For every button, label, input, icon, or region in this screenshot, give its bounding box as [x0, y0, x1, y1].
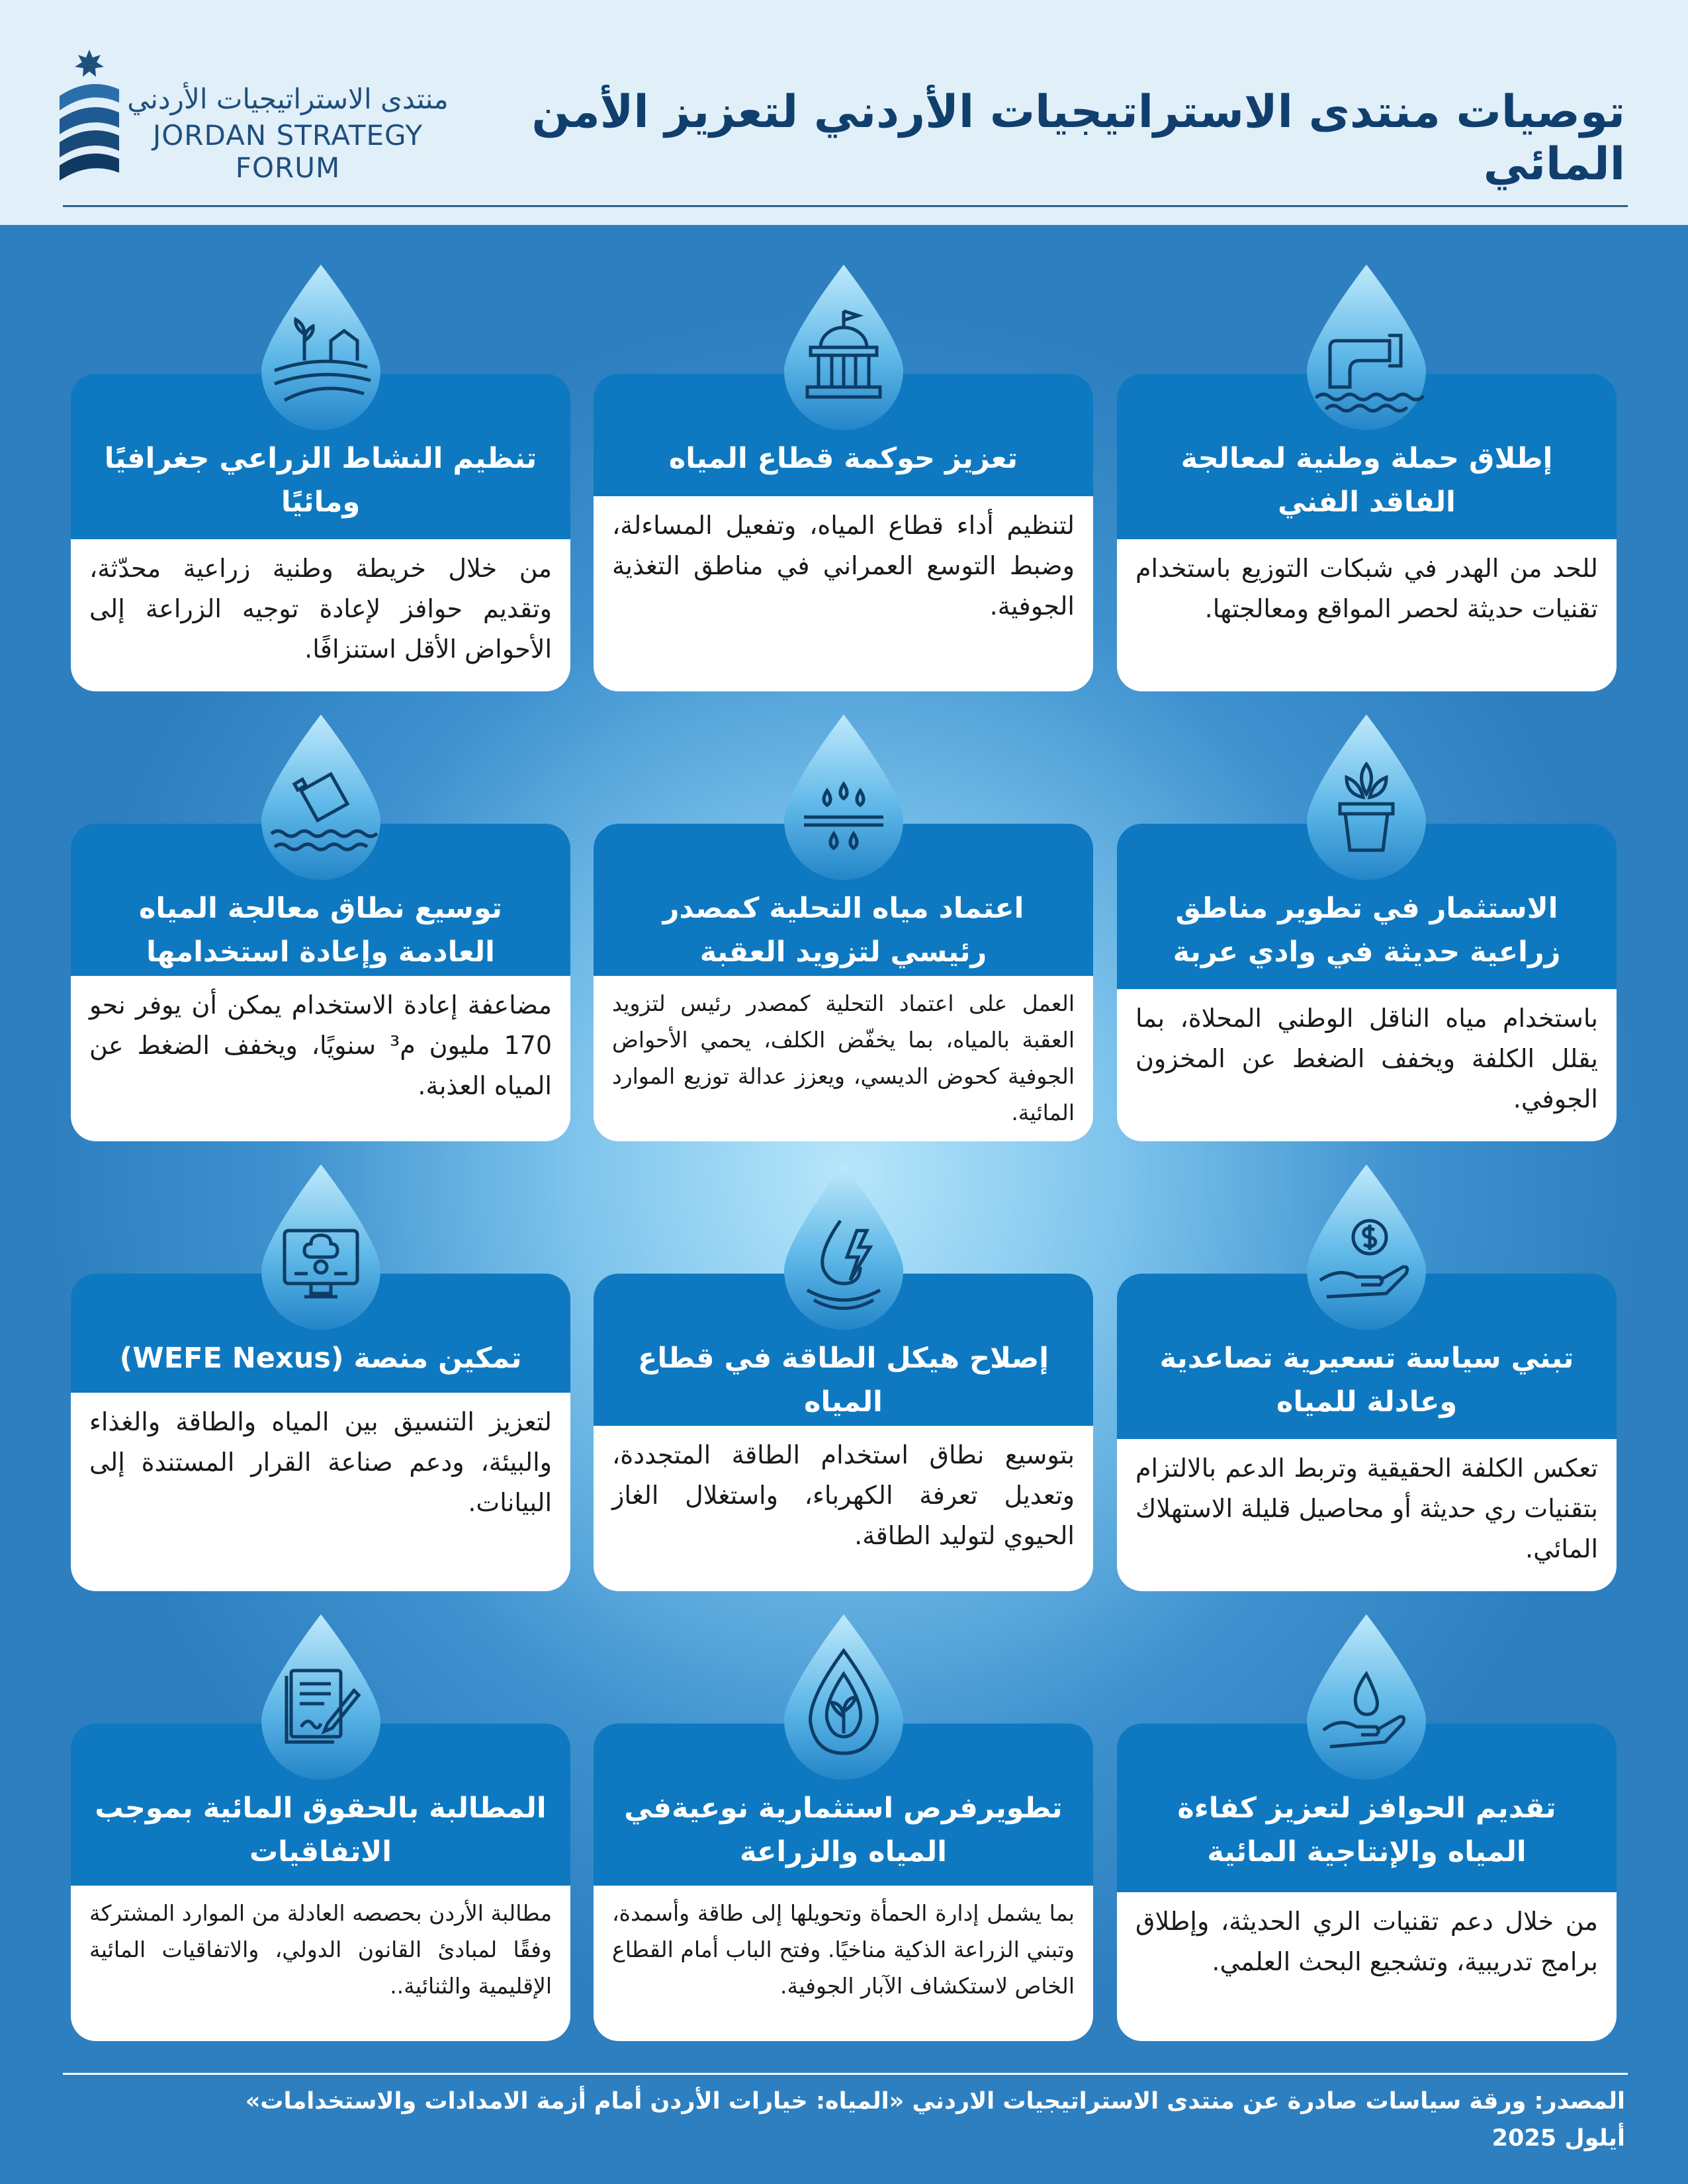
card-text: من خلال خريطة وطنية زراعية محدّثة، وتقديم حوافز لإعادة توجيه الزراعة إلى الأحواض الأقل استنزافًا.: [89, 554, 552, 664]
card-text: باستخدام مياه الناقل الوطني المحلاة، بما يقلل الكلفة ويخفف الضغط عن المخزون الجوفي.: [1135, 1004, 1598, 1114]
drop-seedling-icon: [777, 1611, 910, 1780]
source-footer: [60, 2083, 1625, 2157]
water-pipe-icon: [1300, 261, 1433, 430]
card-text: بما يشمل إدارة الحمأة وتحويلها إلى طاقة وأسمدة، وتبني الزراعة الذكية مناخيًا. وفتح الباب أمام القطاع الخاص لاستكشاف الآبار الجوفية.: [612, 1900, 1075, 1999]
card-text: من خلال دعم تقنيات الري الحديثة، وإطلاق برامج تدريبية، وتشجيع البحث العلمي.: [1135, 1907, 1598, 1976]
page-title: توصيات منتدى الاستراتيجيات الأردني لتعزيز الأمن المائي: [531, 86, 1625, 191]
hand-water-drop-icon: [1300, 1611, 1433, 1780]
card-title: تعزيز حوكمة قطاع المياه: [668, 442, 1018, 475]
card-title: تنظيم النشاط الزراعي جغرافيًا ومائيًا: [104, 442, 537, 519]
desalination-icon: [777, 711, 910, 880]
card-title: اعتماد مياه التحلية كمصدر رئيسي لتزويد العقبة: [662, 892, 1024, 969]
potted-plant-icon: [1300, 711, 1433, 880]
card-text: لتنظيم أداء قطاع المياه، وتفعيل المساءلة، وضبط التوسع العمراني في مناطق التغذية الجوفية.: [612, 511, 1075, 621]
card-title: المطالبة بالحقوق المائية بموجب الاتفاقيات: [95, 1792, 547, 1868]
card-text: مضاعفة إعادة الاستخدام يمكن أن يوفر نحو 170 مليون م³ سنويًا، ويخفف الضغط عن المياه العذبة.: [89, 990, 552, 1100]
header-divider: [63, 205, 1628, 207]
card-title: تطويرفرص استثمارية نوعيةفي المياه والزراعة: [624, 1792, 1063, 1868]
card-text: بتوسيع نطاق استخدام الطاقة المتجددة، وتعديل تعرفة الكهرباء، واستغلال الغاز الحيوي لتوليد الطاقة.: [612, 1440, 1075, 1550]
data-platform-icon: [255, 1161, 387, 1330]
water-energy-icon: [777, 1161, 910, 1330]
jsf-logo-icon: [53, 50, 126, 185]
card-title: إصلاح هيكل الطاقة في قطاع المياه: [638, 1342, 1049, 1419]
card-title: تقديم الحوافز لتعزيز كفاءة المياه والإنتاجية المائية: [1177, 1792, 1556, 1868]
card-text: العمل على اعتماد التحلية كمصدر رئيس لتزويد العقبة بالمياه، بما يخفّض الكلف، يحمي الأحواض الجوفية كحوض الديسي، ويعزز عدالة توزيع الموارد المائية.: [612, 990, 1075, 1125]
logo-english-text: JORDAN STRATEGY FORUM: [152, 119, 423, 184]
header: [0, 0, 1688, 225]
card-text: مطالبة الأردن بحصصه العادلة من الموارد المشتركة وفقًا لمبادئ القانون الدولي، والاتفاقيات المائية الإقليمية والثنائية..: [89, 1900, 552, 1999]
bottle-in-water-icon: [255, 711, 387, 880]
card-text: للحد من الهدر في شبكات التوزيع باستخدام تقنيات حديثة لحصر المواقع ومعالجتها.: [1135, 554, 1598, 623]
card-title: الاستثمار في تطوير مناطق زراعية حديثة في وادي عربة: [1173, 892, 1561, 969]
farm-field-icon: [255, 261, 387, 430]
hand-coin-icon: [1300, 1161, 1433, 1330]
card-title: تبني سياسة تسعيرية تصاعدية وعادلة للمياه: [1159, 1342, 1574, 1419]
footer-divider: [63, 2073, 1628, 2075]
card-title: توسيع نطاق معالجة المياه العادمة وإعادة استخدامها: [139, 892, 502, 969]
card-title: تمكين منصة (WEFE Nexus): [119, 1342, 522, 1375]
card-text: لتعزيز التنسيق بين المياه والطاقة والغذاء والبيئة، ودعم صناعة القرار المستندة إلى البيانات.: [89, 1407, 552, 1517]
logo-arabic-text: منتدى الاستراتيجيات الأردني: [127, 83, 449, 115]
card-title: إطلاق حملة وطنية لمعالجة الفاقد الفني: [1180, 442, 1553, 519]
government-building-icon: [777, 261, 910, 430]
card-text: تعكس الكلفة الحقيقية وتربط الدعم بالالتزام بتقنيات ري حديثة أو محاصيل قليلة الاستهلاك المائي.: [1135, 1454, 1598, 1563]
publication-date: أيلول 2025: [1491, 2125, 1625, 2152]
source-note: المصدر: ورقة سياسات صادرة عن منتدى الاستراتيجيات الاردني «المياه: خيارات الأردن أمام أزمة الامدادات والاستخدامات»: [245, 2088, 1625, 2115]
document-signing-icon: [255, 1611, 387, 1780]
